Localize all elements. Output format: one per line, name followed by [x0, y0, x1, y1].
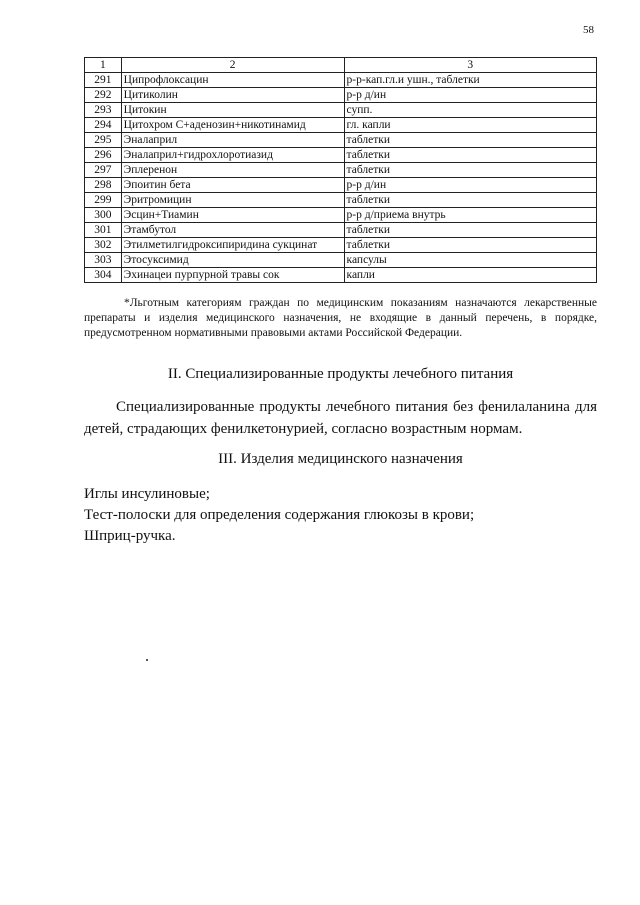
table-row	[85, 88, 597, 103]
row-number: 295	[85, 133, 122, 148]
list-item: Иглы инсулиновые;	[84, 486, 210, 502]
column-header: 2	[121, 58, 344, 73]
drug-table	[84, 57, 597, 283]
drug-name: Этамбутол	[121, 223, 344, 238]
dosage-form: таблетки	[344, 193, 596, 208]
row-number: 297	[85, 163, 122, 178]
dosage-form: р-р д/ин	[344, 88, 596, 103]
table-row	[85, 118, 597, 133]
table-row	[85, 163, 597, 178]
list-item: Шприц-ручка.	[84, 528, 176, 544]
drug-name: Эпоитин бета	[121, 178, 344, 193]
row-number: 291	[85, 73, 122, 88]
table-row	[85, 268, 597, 283]
dosage-form: супп.	[344, 103, 596, 118]
footnote: *Льготным категориям граждан по медицинским показаниям назначаются лекарственные препараты и изделия медицинского назначения, не входящие в данный перечень, в порядке, предусмотренном нормативными правовыми актами Российской Федерации.	[84, 297, 597, 339]
drug-name: Эплеренон	[121, 163, 344, 178]
drug-name: Этосуксимид	[121, 253, 344, 268]
table-row	[85, 208, 597, 223]
drug-name: Этилметилгидроксипиридина сукцинат	[121, 238, 344, 253]
dosage-form: капсулы	[344, 253, 596, 268]
table-row	[85, 253, 597, 268]
dosage-form: таблетки	[344, 223, 596, 238]
dosage-form: р-р д/приема внутрь	[344, 208, 596, 223]
page-number: 58	[583, 24, 594, 36]
row-number: 296	[85, 148, 122, 163]
dosage-form: р-р-кап.гл.и ушн., таблетки	[344, 73, 596, 88]
table-header-row	[85, 58, 597, 73]
row-number: 303	[85, 253, 122, 268]
list-item: Тест-полоски для определения содержания глюкозы в крови;	[84, 507, 475, 523]
scan-speck	[146, 659, 148, 661]
column-header: 1	[85, 58, 122, 73]
row-number: 304	[85, 268, 122, 283]
table-row	[85, 193, 597, 208]
dosage-form: р-р д/ин	[344, 178, 596, 193]
dosage-form: таблетки	[344, 163, 596, 178]
table-row	[85, 103, 597, 118]
dosage-form: таблетки	[344, 148, 596, 163]
table-row	[85, 73, 597, 88]
row-number: 300	[85, 208, 122, 223]
row-number: 302	[85, 238, 122, 253]
row-number: 301	[85, 223, 122, 238]
row-number: 293	[85, 103, 122, 118]
row-number: 299	[85, 193, 122, 208]
section-3-title: III. Изделия медицинского назначения	[218, 451, 463, 467]
dosage-form: таблетки	[344, 238, 596, 253]
section-2-paragraph: Специализированные продукты лечебного питания без фенилаланина для детей, страдающих фенилкетонурией, согласно возрастным нормам.	[84, 399, 597, 437]
drug-name: Цитокин	[121, 103, 344, 118]
drug-name: Ципрофлоксацин	[121, 73, 344, 88]
table-row	[85, 238, 597, 253]
table-row	[85, 148, 597, 163]
table-row	[85, 133, 597, 148]
column-header: 3	[344, 58, 596, 73]
drug-name: Эхинацеи пурпурной травы сок	[121, 268, 344, 283]
drug-name: Эритромицин	[121, 193, 344, 208]
dosage-form: таблетки	[344, 133, 596, 148]
row-number: 294	[85, 118, 122, 133]
dosage-form: капли	[344, 268, 596, 283]
drug-name: Цитохром С+аденозин+никотинамид	[121, 118, 344, 133]
table-row	[85, 178, 597, 193]
section-2-title: II. Специализированные продукты лечебного питания	[167, 366, 514, 382]
medical-items-list	[84, 484, 597, 547]
table-row	[85, 223, 597, 238]
dosage-form: гл. капли	[344, 118, 596, 133]
drug-name: Эналаприл+гидрохлоротиазид	[121, 148, 344, 163]
drug-name: Эсцин+Тиамин	[121, 208, 344, 223]
drug-name: Эналаприл	[121, 133, 344, 148]
row-number: 298	[85, 178, 122, 193]
row-number: 292	[85, 88, 122, 103]
drug-name: Цитиколин	[121, 88, 344, 103]
